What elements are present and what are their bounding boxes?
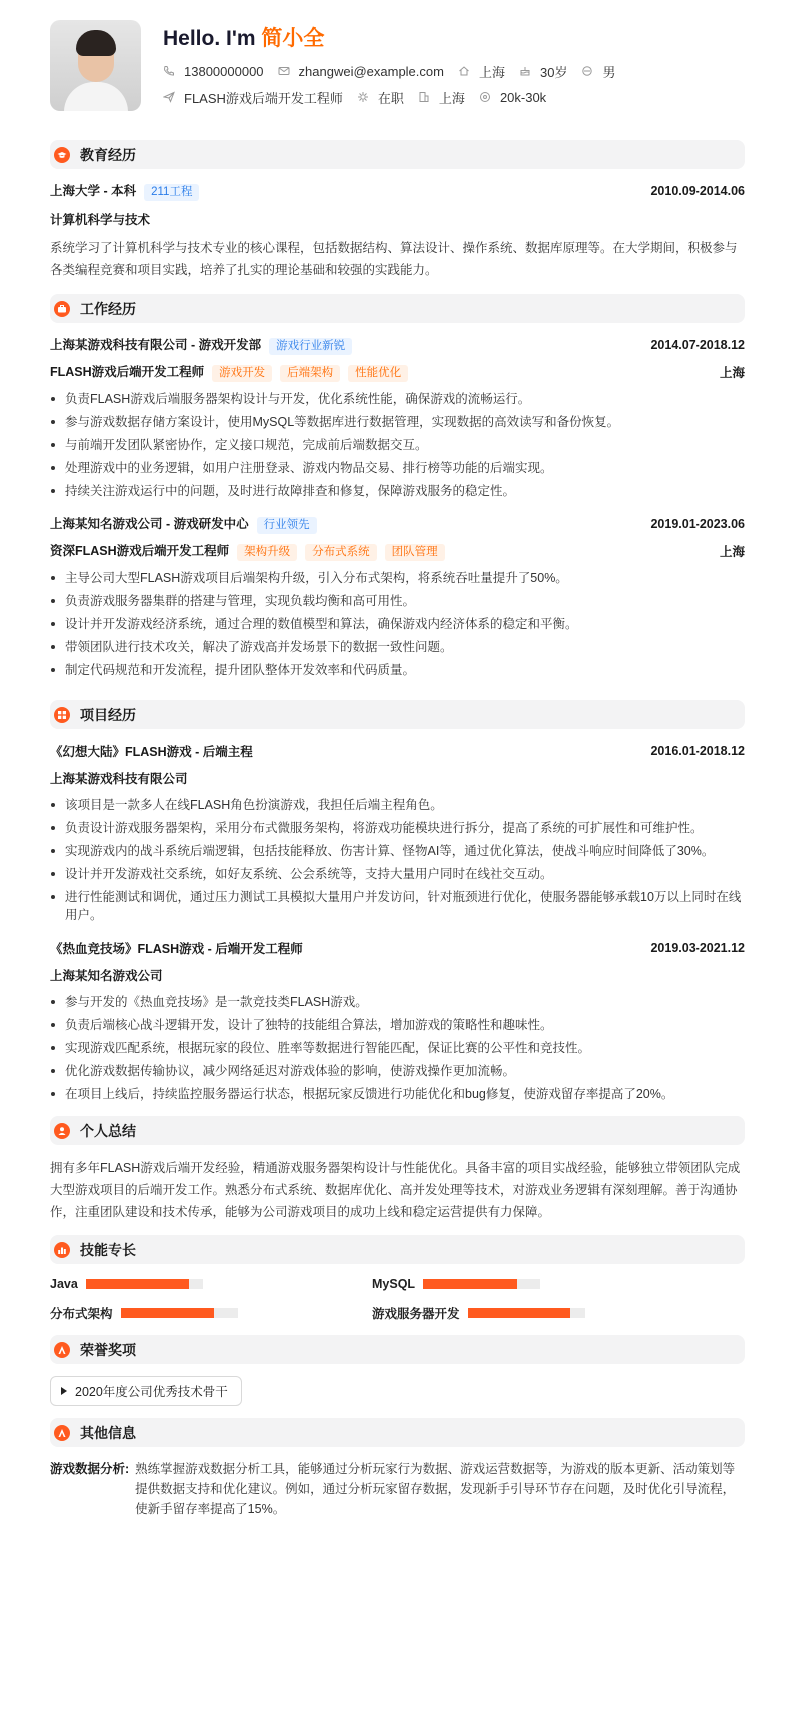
email[interactable]: zhangwei@example.com [298,63,444,79]
skill-bar [86,1279,203,1289]
section-projects: 项目经历 [50,700,745,729]
skill-tag: 性能优化 [348,365,408,382]
skill-item: 游戏服务器开发 [372,1305,694,1321]
project-name: 《热血竞技场》FLASH游戏 - 后端开发工程师 [50,942,303,956]
skill-tag: 游戏开发 [212,365,272,382]
section-work: 工作经历 [50,294,745,323]
job-status: 在职 [377,90,404,106]
award-icon [54,1342,70,1358]
gender-icon [581,65,593,77]
project-date: 2016.01-2018.12 [650,744,745,758]
skills-grid [50,1276,745,1321]
job-intent-row [163,86,629,108]
company-tag: 游戏行业新锐 [269,338,352,355]
gender: 男 [602,64,616,80]
skill-tag: 架构升级 [237,544,297,561]
project-item [50,938,745,1103]
section-education: 教育经历 [50,140,745,169]
list-item: 实现游戏匹配系统，根据玩家的段位、胜率等数据进行智能匹配，保证比赛的公平性和竞技性。 [50,1039,745,1057]
contact-row [163,60,629,82]
chart-icon [54,1242,70,1258]
skill-item: MySQL [372,1276,694,1292]
skill-bar [468,1308,585,1318]
list-item: 带领团队进行技术攻关，解决了游戏高并发场景下的数据一致性问题。 [50,638,745,656]
list-item: 主导公司大型FLASH游戏项目后端架构升级，引入分布式架构，将系统吞吐量提升了50%。 [50,569,745,587]
project-item [50,741,745,924]
work-item [50,335,745,500]
salary-icon [479,91,491,103]
list-item: 实现游戏内的战斗系统后端逻辑，包括技能释放、伤害计算、怪物AI等，通过优化算法，使战斗响应时间降低了30%。 [50,842,745,860]
other-info-label: 游戏数据分析: [50,1462,130,1476]
project-date: 2019.03-2021.12 [650,941,745,955]
status-icon [357,91,369,103]
list-item: 处理游戏中的业务逻辑，如用户注册登录、游戏内物品交易、排行榜等功能的后端实现。 [50,459,745,477]
list-item: 参与开发的《热血竞技场》是一款竞技类FLASH游戏。 [50,993,745,1011]
avatar [50,20,141,111]
list-item: 制定代码规范和开发流程，提升团队整体开发效率和代码质量。 [50,661,745,679]
work-bullets [50,569,745,679]
skill-bar [423,1279,540,1289]
list-item: 负责后端核心战斗逻辑开发，设计了独特的技能组合算法，增加游戏的策略性和趣味性。 [50,1016,745,1034]
project-company: 上海某游戏科技有限公司 [50,772,188,786]
project-bullets [50,993,745,1103]
cake-icon [519,65,531,77]
project-name: 《幻想大陆》FLASH游戏 - 后端主程 [50,745,253,759]
summary-text: 拥有多年FLASH游戏后端开发经验，精通游戏服务器架构设计与性能优化。具备丰富的项目实战经验，能够独立带领团队完成大型游戏项目的后端开发工作。熟悉分布式系统、数据库优化、高并发处理等技术，对游戏业务逻辑有深刻理解。善于沟通协作，注重团队建设和技术传承，能够为公司游戏项目的成功上线和稳定运营提供有力保障。 [50,1161,741,1219]
skill-tag: 分布式系统 [305,544,377,561]
list-item: 负责游戏服务器集群的搭建与管理，实现负载均衡和高可用性。 [50,592,745,610]
phone-icon [163,65,175,77]
project-company: 上海某知名游戏公司 [50,969,163,983]
education-major-row [50,209,745,229]
section-summary: 个人总结 [50,1116,745,1145]
award-item: 2020年度公司优秀技术骨干 [50,1376,242,1406]
skill-bar-fill [468,1308,571,1318]
award-icon [54,1425,70,1441]
target-city: 上海 [438,90,465,106]
skill-tag: 后端架构 [280,365,340,382]
list-item: 负责FLASH游戏后端服务器架构设计与开发，优化系统性能，确保游戏的流畅运行。 [50,390,745,408]
briefcase-icon [54,301,70,317]
skill-bar-fill [423,1279,517,1289]
work-date: 2019.01-2023.06 [650,517,745,531]
user-icon [54,1123,70,1139]
work-date: 2014.07-2018.12 [650,338,745,352]
building-icon [418,91,430,103]
page-title: Hello. I'm 简小全 [163,27,325,50]
section-skills: 技能专长 [50,1235,745,1264]
grid-icon [54,707,70,723]
job-title: FLASH游戏后端开发工程师 [50,365,205,379]
work-city: 上海 [719,545,745,559]
education-header [50,181,745,201]
list-item: 持续关注游戏运行中的问题，及时进行故障排查和修复，保障游戏服务的稳定性。 [50,482,745,500]
school-name: 上海大学 - 本科 [50,184,137,198]
list-item: 与前端开发团队紧密协作，定义接口规范，完成前后端数据交互。 [50,436,745,454]
candidate-name: 简小全 [261,27,325,50]
target-job: FLASH游戏后端开发工程师 [184,90,343,106]
mail-icon [278,65,290,77]
section-awards: 荣誉奖项 [50,1335,745,1364]
job-title: 资深FLASH游戏后端开发工程师 [50,544,230,558]
company-name: 上海某知名游戏公司 - 游戏研发中心 [50,517,249,531]
company-name: 上海某游戏科技有限公司 - 游戏开发部 [50,338,262,352]
work-item [50,514,745,679]
home-icon [458,65,470,77]
list-item: 参与游戏数据存储方案设计，使用MySQL等数据库进行数据管理，实现数据的高效读写和备份恢复。 [50,413,745,431]
phone: 13800000000 [184,63,264,79]
skill-item: Java [50,1276,372,1292]
work-city: 上海 [719,366,745,380]
other-info-text: 熟练掌握游戏数据分析工具，能够通过分析玩家行为数据、游戏运营数据等，为游戏的版本更新、活动策划等提供数据支持和优化建议。例如，通过分析玩家留存数据，发现新手引导环节存在问题，及时优化引导流程，使新手留存率提高了15%。 [135,1462,736,1516]
project-bullets [50,796,745,924]
graduation-cap-icon [54,147,70,163]
play-icon [61,1387,67,1395]
location: 上海 [478,64,505,80]
list-item: 该项目是一款多人在线FLASH角色扮演游戏，我担任后端主程角色。 [50,796,745,814]
list-item: 进行性能测试和调优，通过压力测试工具模拟大量用户并发访问，针对瓶颈进行优化，使服务器能够承载10万以上同时在线用户。 [50,888,745,924]
education-date: 2010.09-2014.06 [650,184,745,198]
school-tag: 211工程 [144,184,199,201]
skill-tag: 团队管理 [385,544,445,561]
company-tag: 行业领先 [257,517,317,534]
list-item: 设计并开发游戏社交系统，如好友系统、公会系统等，支持大量用户同时在线社交互动。 [50,865,745,883]
age: 30岁 [539,64,568,80]
salary: 20k-30k [499,89,547,105]
education-description: 系统学习了计算机科学与技术专业的核心课程，包括数据结构、算法设计、操作系统、数据库原理等。在大学期间，积极参与各类编程竞赛和项目实践，培养了扎实的理论基础和较强的实践能力。 [50,241,738,277]
list-item: 在项目上线后，持续监控服务器运行状态，根据玩家反馈进行功能优化和bug修复，使游戏留存率提高了20%。 [50,1085,745,1103]
list-item: 设计并开发游戏经济系统，通过合理的数值模型和算法，确保游戏内经济体系的稳定和平衡。 [50,615,745,633]
work-bullets [50,390,745,500]
major: 计算机科学与技术 [50,213,151,227]
resume-header [50,20,745,112]
list-item: 优化游戏数据传输协议，减少网络延迟对游戏体验的影响，使游戏操作更加流畅。 [50,1062,745,1080]
skill-item: 分布式架构 [50,1305,372,1321]
skill-bar-fill [121,1308,215,1318]
skill-bar-fill [86,1279,189,1289]
skill-bar [121,1308,238,1318]
list-item: 负责设计游戏服务器架构，采用分布式微服务架构，将游戏功能模块进行拆分，提高了系统的可扩展性和可维护性。 [50,819,745,837]
other-info [50,1459,745,1519]
section-other: 其他信息 [50,1418,745,1447]
send-icon [163,91,175,103]
